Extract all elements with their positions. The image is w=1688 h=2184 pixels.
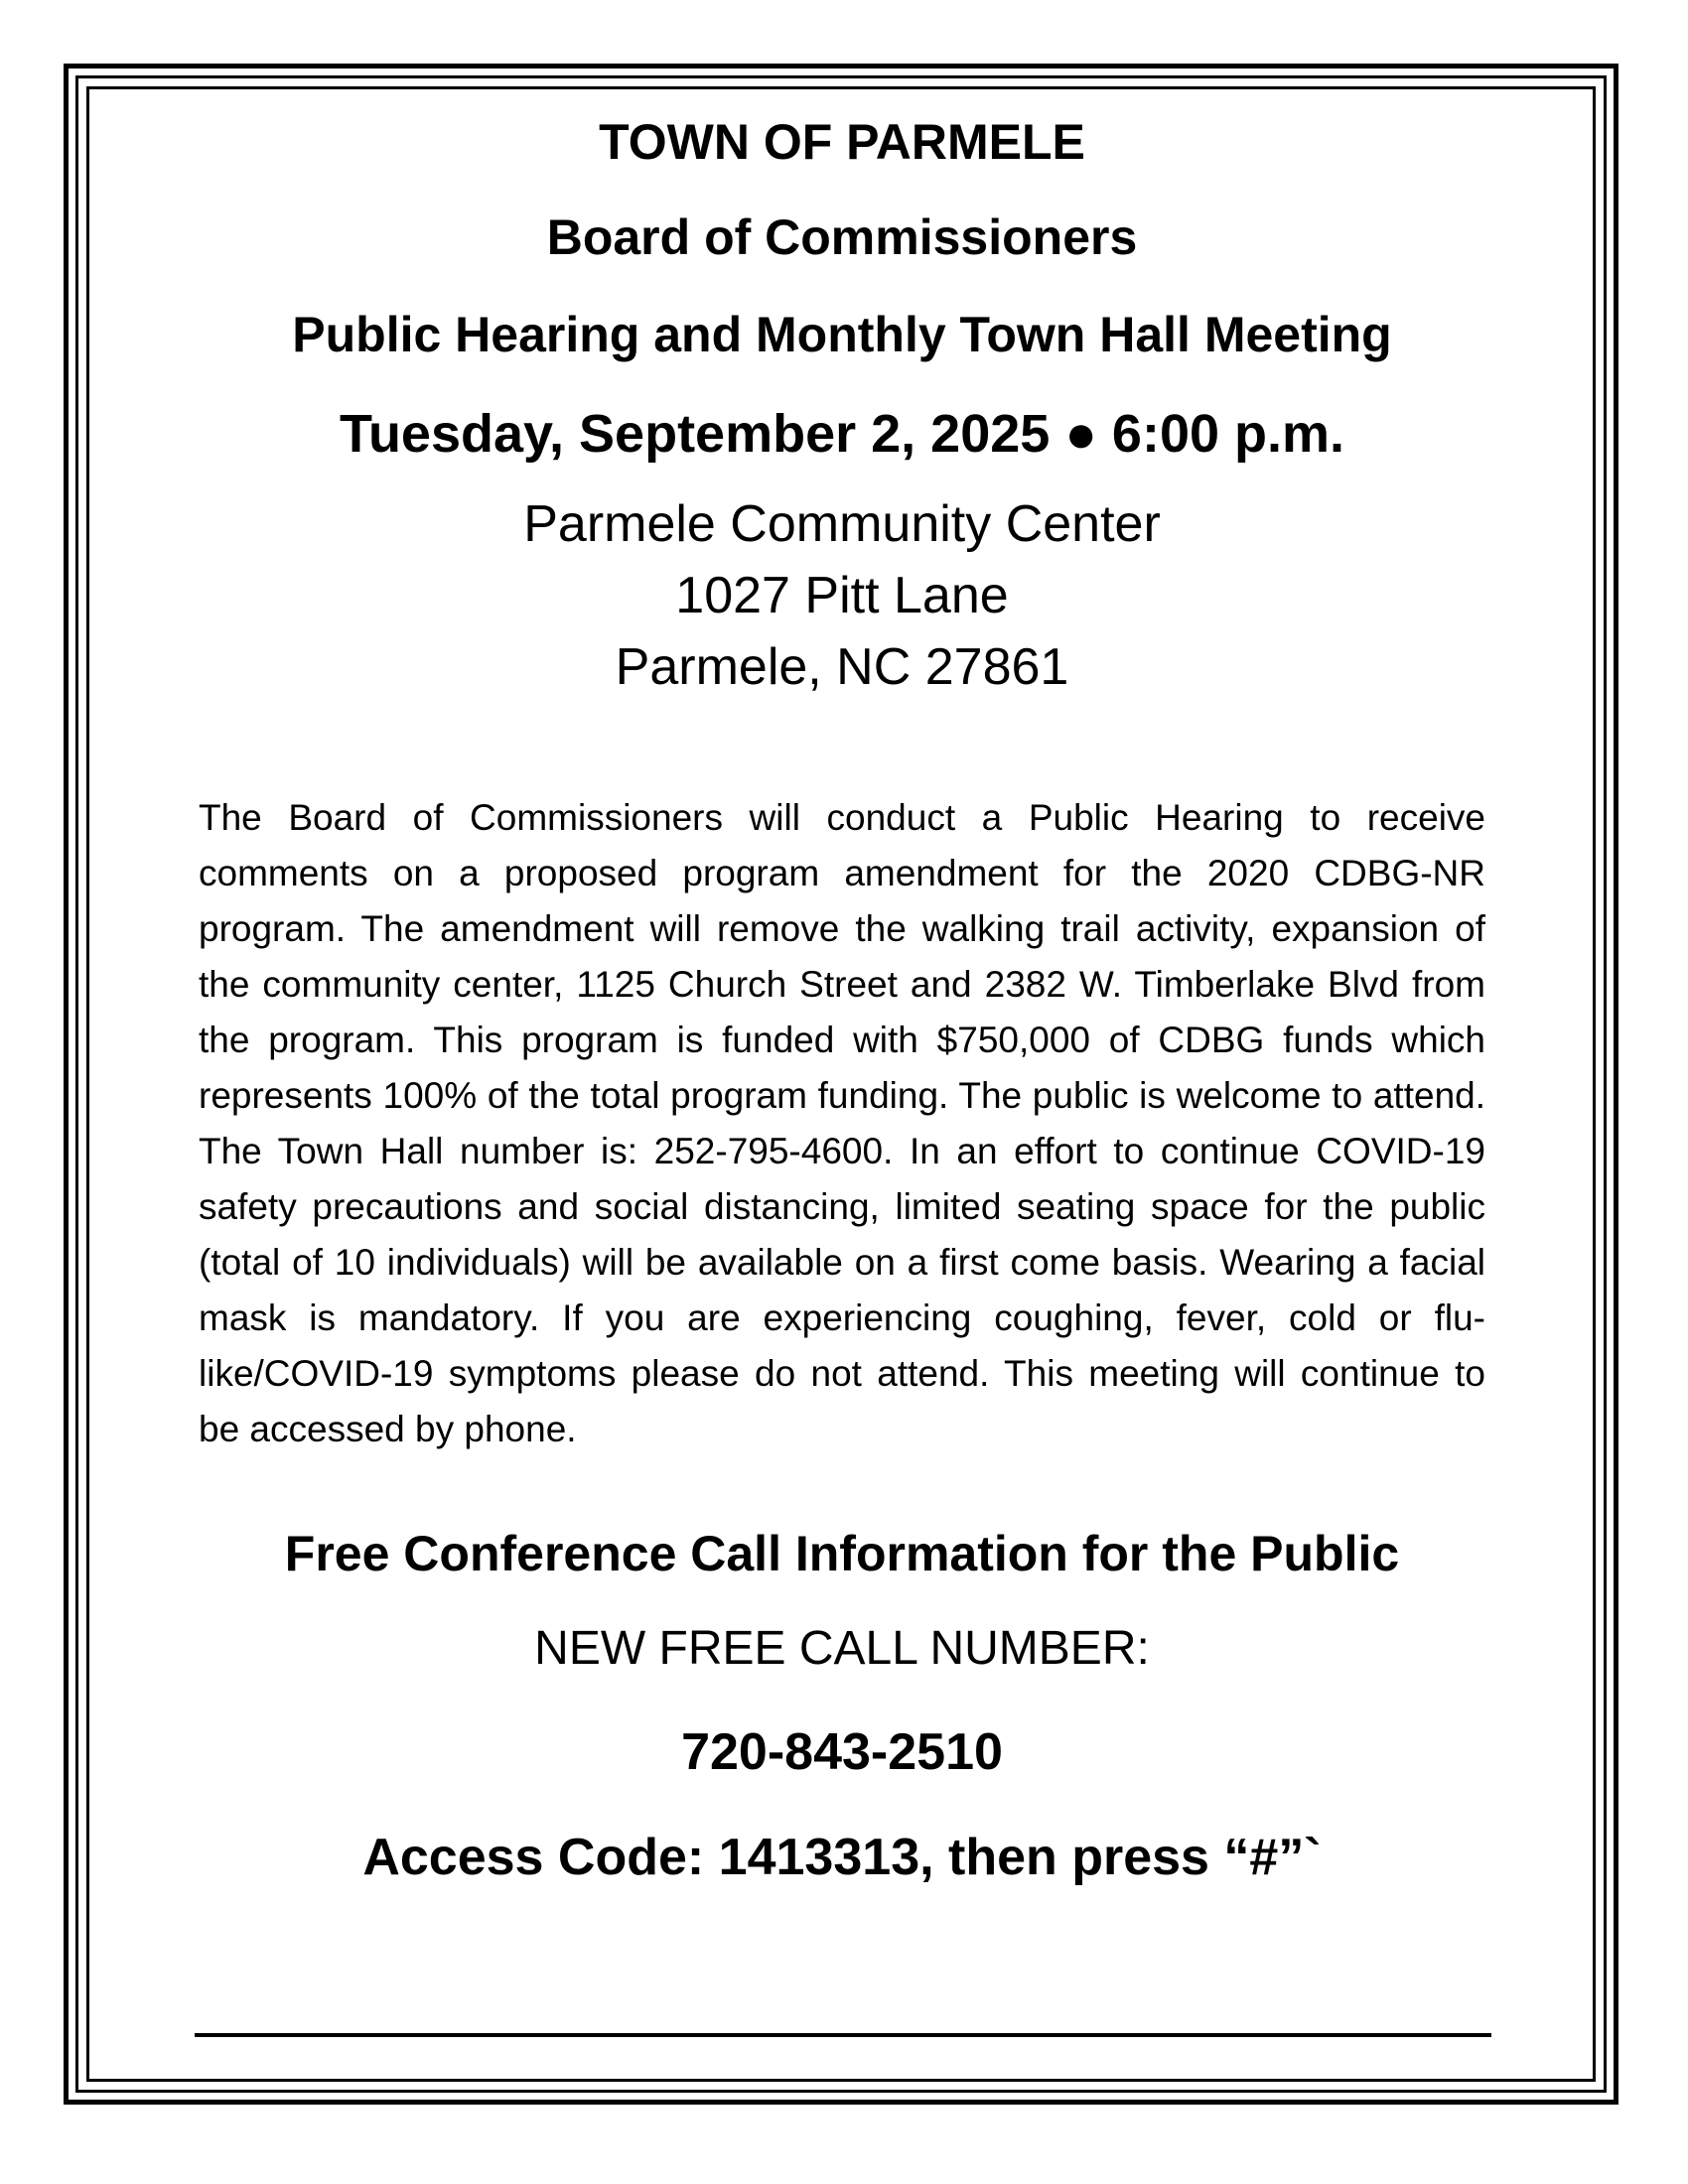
venue-street: 1027 Pitt Lane	[675, 567, 1009, 624]
conference-heading: Free Conference Call Information for the Public	[284, 1526, 1400, 1581]
meeting-title: Public Hearing and Monthly Town Hall Meeting	[292, 307, 1392, 362]
town-title: TOWN OF PARMELE	[599, 114, 1085, 170]
notice-body: The Board of Commissioners will conduct a Public Hearing to receive comments on a proposed program amendment for the 2020 CDBG-NR program. The amendment will remove the walking trail activity, expansion of the community center, 1125 Church Street and 2382 W. Timberlake Blvd from the program. This program is funded with $750,000 of CDBG funds which represents 100% of the total program funding. The public is welcome to attend. The Town Hall number is: 252-795-4600. In an effort to continue COVID-19 safety precautions and social distancing, limited seating space for the public (total of 10 individuals) will be available on a first come basis. Wearing a facial mask is mandatory. If you are experiencing coughing, fever, cold or flu-like/COVID-19 symptoms please do not attend. This meeting will continue to be accessed by phone.	[199, 797, 1485, 1449]
venue-city: Parmele, NC 27861	[615, 638, 1069, 696]
new-number-label: NEW FREE CALL NUMBER:	[534, 1622, 1150, 1675]
conference-phone: 720-843-2510	[681, 1723, 1003, 1781]
meeting-datetime: Tuesday, September 2, 2025 ● 6:00 p.m.	[339, 404, 1345, 464]
bottom-divider	[195, 2033, 1491, 2037]
notice-content	[199, 99, 1485, 1896]
venue-name: Parmele Community Center	[523, 495, 1161, 553]
access-code: Access Code: 1413313, then press “#”`	[362, 1829, 1322, 1886]
board-title: Board of Commissioners	[546, 209, 1138, 265]
address-block	[199, 488, 1485, 703]
